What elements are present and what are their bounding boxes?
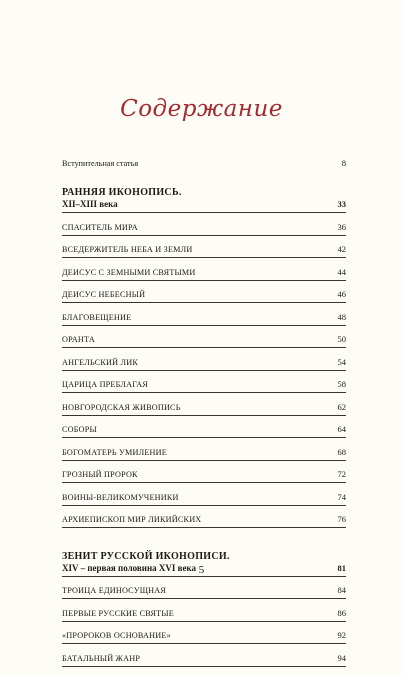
toc-entry-page: 76 (337, 514, 346, 524)
toc-entry (62, 653, 346, 667)
toc-entry-label: БАТАЛЬНЫЙ ЖАНР (62, 653, 141, 663)
toc-entry (62, 289, 346, 303)
toc-entry-label: XIV – первая половина XVI века (62, 562, 197, 573)
toc-entry-label: ВСЕДЕРЖИТЕЛЬ НЕБА И ЗЕМЛИ (62, 245, 193, 254)
toc-entry (62, 514, 346, 528)
toc-entry (62, 267, 346, 281)
toc-entry (62, 402, 346, 416)
toc-entry (62, 608, 346, 622)
toc-entry (62, 424, 346, 438)
toc-entry-label: ГРОЗНЫЙ ПРОРОК (62, 470, 138, 479)
toc-entry-page: 62 (337, 401, 346, 412)
toc-entry-label: ПЕРВЫЕ РУССКИЕ СВЯТЫЕ (62, 608, 174, 618)
toc-entry-page: 36 (337, 221, 346, 232)
toc-entry (62, 379, 346, 393)
table-of-contents (62, 158, 346, 675)
toc-entry-label: Вступительная статья (62, 159, 139, 168)
section-subheading (62, 199, 346, 213)
toc-entry-label: ЦАРИЦА ПРЕБЛАГАЯ (62, 380, 149, 389)
toc-entry-label: СОБОРЫ (62, 425, 97, 434)
toc-entry (62, 585, 346, 599)
toc-entry-page: 44 (337, 266, 346, 277)
toc-entry-page: 8 (341, 158, 346, 168)
toc-entry-label: НОВГОРОДСКАЯ ЖИВОПИСЬ (62, 402, 181, 412)
toc-entry-page: 33 (337, 199, 346, 209)
toc-entry (62, 357, 346, 371)
toc-entry (62, 244, 346, 258)
toc-entry-page: 84 (337, 585, 346, 595)
toc-entry-label: XII–XIII века (62, 199, 118, 209)
toc-entry-label: ДЕИСУС С ЗЕМНЫМИ СВЯТЫМИ (62, 267, 196, 277)
toc-entry (62, 312, 346, 326)
toc-entry-label: СПАСИТЕЛЬ МИРА (62, 222, 138, 232)
toc-entry-page: 58 (337, 379, 346, 389)
toc-entry-label: БОГОМАТЕРЬ УМИЛЕНИЕ (62, 447, 167, 457)
toc-entry-page: 72 (337, 469, 346, 479)
page-number: 5 (198, 564, 205, 576)
toc-entry (62, 334, 346, 348)
toc-entry-page: 42 (337, 244, 346, 254)
toc-entry-page: 64 (337, 424, 346, 434)
toc-entry-label: ВОИНЫ-ВЕЛИКОМУЧЕНИКИ (62, 492, 179, 502)
toc-entry-label: БЛАГОВЕЩЕНИЕ (62, 312, 132, 322)
toc-entry-label: ДЕИСУС НЕБЕСНЫЙ (62, 290, 146, 299)
toc-entry-label: АНГЕЛЬСКИЙ ЛИК (62, 357, 139, 367)
toc-entry-page: 74 (337, 491, 346, 502)
section-spacer (62, 537, 346, 549)
toc-entry (62, 222, 346, 236)
toc-entry (62, 447, 346, 461)
toc-entry-page: 48 (337, 311, 346, 322)
toc-entry (62, 630, 346, 644)
toc-entry-label: ТРОИЦА ЕДИНОСУЩНАЯ (62, 586, 167, 595)
toc-entry-page: 54 (337, 356, 346, 367)
toc-entry-intro (62, 158, 346, 171)
toc-entry-label: ОРАНТА (62, 335, 95, 344)
toc-entry-page: 68 (337, 446, 346, 457)
toc-entry-page: 86 (337, 607, 346, 618)
toc-entry-label: АРХИЕПИСКОП МИР ЛИКИЙСКИХ (62, 515, 202, 524)
toc-entry-page: 46 (337, 289, 346, 299)
section-heading: РАННЯЯ ИКОНОПИСЬ. (62, 187, 182, 198)
toc-entry-page: 50 (337, 334, 346, 344)
toc-entry (62, 492, 346, 506)
toc-entry (62, 469, 346, 483)
toc-entry-page: 81 (337, 562, 346, 573)
toc-entry-page: 92 (337, 630, 346, 640)
toc-entry-page: 94 (337, 652, 346, 663)
page-title: Содержание (120, 96, 283, 122)
toc-entry-label: «ПРОРОКОВ ОСНОВАНИЕ» (62, 631, 171, 640)
section-heading: ЗЕНИТ РУССКОЙ ИКОНОПИСИ. (62, 550, 230, 562)
